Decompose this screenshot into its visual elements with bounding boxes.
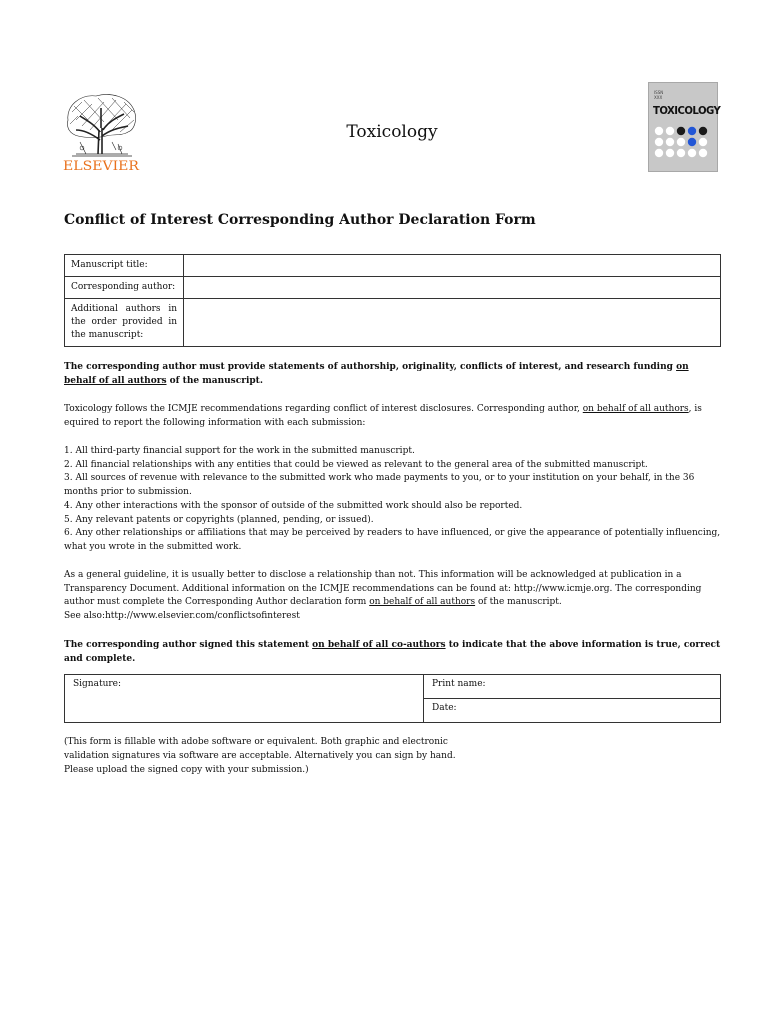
print-name-label: Print name: bbox=[432, 679, 486, 689]
cover-issn: ISSN XXX bbox=[654, 90, 664, 100]
intro-text: Toxicology follows the ICMJE recommendations regarding conflict of interest disclosures. Corresponding author, bbox=[64, 404, 583, 414]
table-row bbox=[65, 255, 721, 277]
cover-dot bbox=[699, 149, 707, 157]
additional-authors-label: Additional authors in the order provided in the manuscript: bbox=[65, 299, 184, 347]
cover-dots bbox=[649, 125, 719, 165]
cover-title: TOXICOLOGY bbox=[653, 104, 721, 117]
cover-dot bbox=[666, 149, 674, 157]
manuscript-info-table bbox=[64, 254, 721, 347]
manuscript-title-label: Manuscript title: bbox=[65, 255, 184, 277]
cover-dot bbox=[688, 149, 696, 157]
list-item: 6. Any other relationships or affiliations that may be perceived by readers to have influenced, or give the appearance of potentially influencing, what you wrote in the submitted work. bbox=[64, 528, 721, 552]
cover-dot bbox=[655, 138, 663, 146]
statement-text: of the manuscript. bbox=[166, 375, 263, 386]
fillable-note: (This form is fillable with adobe software or equivalent. Both graphic and electronic validation signatures via software are acceptable. Alternatively you can sign by hand. Please upload the signed copy with your submission.) bbox=[64, 737, 456, 775]
print-name-field[interactable] bbox=[424, 675, 721, 699]
authorship-statement bbox=[64, 361, 722, 388]
statement-text: The corresponding author signed this statement bbox=[64, 640, 313, 650]
statement-text: to indicate that the above information is true, correct and complete. bbox=[64, 640, 721, 664]
list-item: 1. All third-party financial support for the work in the submitted manuscript. bbox=[64, 446, 415, 456]
journal-cover bbox=[648, 82, 721, 172]
see-also-link[interactable]: See also:http://www.elsevier.com/conflictsofinterest bbox=[64, 611, 300, 622]
intro-paragraph bbox=[64, 403, 722, 430]
table-row bbox=[65, 277, 721, 299]
list-item: 2. All financial relationships with any entities that could be viewed as relevant to the general area of the submitted manuscript. bbox=[64, 459, 648, 470]
table-row bbox=[65, 675, 721, 699]
co-authors-statement bbox=[64, 639, 722, 666]
cover-dot bbox=[666, 127, 674, 135]
cover-dot bbox=[688, 138, 696, 146]
list-item: 3. All sources of revenue with relevance to the submitted work who made payments to you, or to your institution on your behalf, in the 36 months prior to submission. bbox=[64, 473, 695, 498]
corresponding-author-field[interactable] bbox=[184, 277, 721, 299]
cover-dot bbox=[699, 138, 707, 146]
cover-dot bbox=[699, 127, 707, 135]
cover-dot bbox=[677, 138, 685, 146]
cover-dot bbox=[666, 138, 674, 146]
signature-table bbox=[64, 674, 721, 723]
guideline-paragraph bbox=[64, 569, 722, 624]
cover-dot bbox=[655, 127, 663, 135]
guideline-text: of the manuscript. bbox=[475, 597, 562, 608]
cover-dot bbox=[677, 127, 685, 135]
cover-dot bbox=[688, 127, 696, 135]
elsevier-wordmark: ELSEVIER bbox=[63, 159, 140, 172]
manuscript-title-field[interactable] bbox=[184, 255, 721, 277]
signature-label: Signature: bbox=[73, 679, 122, 689]
corresponding-author-label: Corresponding author: bbox=[65, 277, 184, 299]
statement-underlined: on behalf of all authors bbox=[64, 362, 689, 386]
list-item: 5. Any relevant patents or copyrights (planned, pending, or issued). bbox=[64, 514, 374, 525]
guideline-text: As a general guideline, it is usually better to disclose a relationship than not. This information will be acknowledged at publication in a Transparency Document. Additional information on the ICMJE recommendations can be found at: http://www.icmje.org. The corresponding author must complete the Corresponding Author declaration form bbox=[64, 570, 702, 608]
signature-field[interactable] bbox=[65, 675, 424, 723]
cover-dot bbox=[677, 149, 685, 157]
journal-title: Toxicology bbox=[346, 122, 438, 142]
date-field[interactable] bbox=[424, 699, 721, 723]
disclosure-list bbox=[64, 445, 722, 555]
guideline-underlined: on behalf of all authors bbox=[369, 597, 476, 608]
date-label: Date: bbox=[432, 703, 457, 713]
list-item: 4. Any other interactions with the sponsor of outside of the submitted work should also be reported. bbox=[64, 500, 523, 511]
form-title: Conflict of Interest Corresponding Author Declaration Form bbox=[64, 212, 536, 228]
intro-underlined: on behalf of all authors bbox=[582, 404, 689, 414]
table-row bbox=[65, 299, 721, 347]
intro-text: , is equired to report the following information with each submission: bbox=[64, 404, 702, 428]
statement-underlined: on behalf of all co-authors bbox=[312, 640, 446, 650]
cover-dot bbox=[655, 149, 663, 157]
statement-text: The corresponding author must provide statements of authorship, originality, conflicts of interest, and research funding bbox=[64, 362, 677, 372]
additional-authors-field[interactable] bbox=[184, 299, 721, 347]
